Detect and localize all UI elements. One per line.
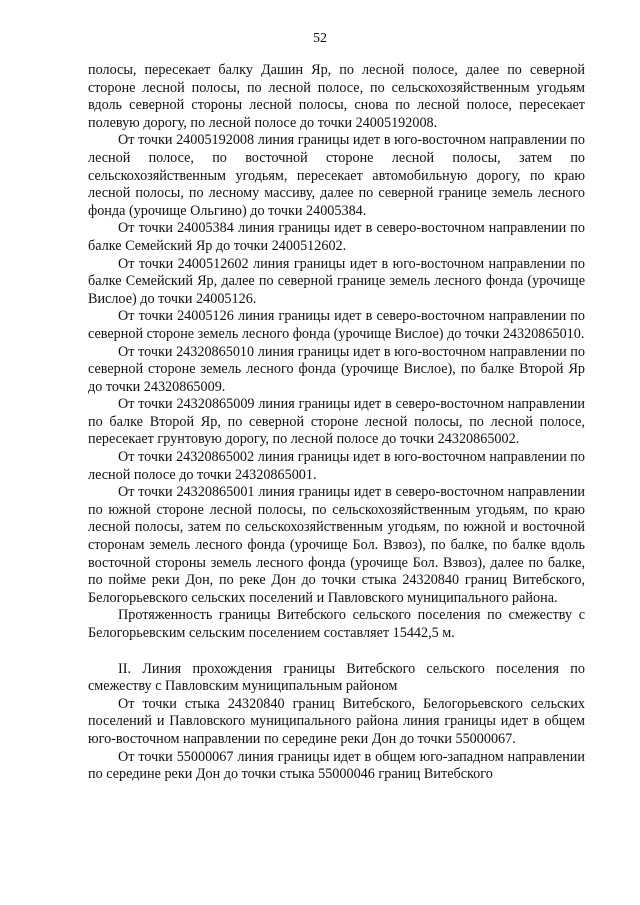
- paragraph: От точки 24320865001 линия границы идет в северо-восточном направлении по южной стороне лесной полосы, по сельскохозяйственным угодьям, по краю лесной полосы, затем по сельскохозяйственным угодьям, по южной и восточной сторонам земель лесного фонда (урочище Бол. Взвоз), по балке, по балке вдоль восточной стороны земель лесного фонда (урочище Бол. Взвоз), далее по балке, по пойме реки Дон, по реке Дон до точки стыка 24320840 границ Витебского, Белогорьевского сельских поселений и Павловского муниципального района.: [88, 484, 585, 606]
- document-body: [88, 62, 585, 784]
- paragraph: От точки 24005126 линия границы идет в северо-восточном направлении по северной стороне земель лесного фонда (урочище Вислое) до точки 24320865010.: [88, 308, 585, 342]
- paragraph: От точки 24320865009 линия границы идет в северо-восточном направлении по балке Второй Яр, по северной стороне лесной полосы, по лесной полосе, пересекает грунтовую дорогу, по лесной полосе до точки 24320865002.: [88, 396, 585, 448]
- paragraph: От точки 24005192008 линия границы идет в юго-восточном направлении по лесной полосе, по восточной стороне лесной полосы, затем по сельскохозяйственным угодьям, пересекает автомобильную дорогу, по краю лесной полосы, по лесному массиву, далее по северной границе земель лесного фонда (урочище Ольгино) до точки 24005384.: [88, 132, 585, 219]
- paragraph: Протяженность границы Витебского сельского поселения по смежеству с Белогорьевским сельским поселением составляет 15442,5 м.: [88, 607, 585, 641]
- paragraph: От точки 24320865010 линия границы идет в юго-восточном направлении по северной стороне земель лесного фонда (урочище Вислое), по балке Второй Яр до точки 24320865009.: [88, 343, 585, 395]
- paragraph: полосы, пересекает балку Дашин Яр, по лесной полосе, далее по северной стороне лесной полосы, по лесной полосе, по сельскохозяйственным угодьям вдоль северной стороны лесной полосы, снова по лесной полосе, пересекает полевую дорогу, по лесной полосе до точки 24005192008.: [88, 62, 585, 131]
- page-number: 52: [313, 31, 327, 46]
- section-heading: II. Линия прохождения границы Витебского сельского поселения по смежеству с Павловским муниципальным районом: [88, 660, 585, 695]
- paragraph: От точки стыка 24320840 границ Витебского, Белогорьевского сельских поселений и Павловского муниципального района линия границы идет в общем юго-восточном направлении по середине реки Дон до точки 55000067.: [88, 695, 585, 747]
- paragraph: От точки 24320865002 линия границы идет в юго-восточном направлении по лесной полосе до точки 24320865001.: [88, 449, 585, 483]
- paragraph: От точки 2400512602 линия границы идет в юго-восточном направлении по балке Семейский Яр, далее по северной границе земель лесного фонда (урочище Вислое) до точки 24005126.: [88, 255, 585, 307]
- paragraph: От точки 55000067 линия границы идет в общем юго-западном направлении по середине реки Дон до точки стыка 55000046 границ Витебского: [88, 748, 585, 783]
- paragraph: От точки 24005384 линия границы идет в северо-восточном направлении по балке Семейский Яр до точки 2400512602.: [88, 220, 585, 254]
